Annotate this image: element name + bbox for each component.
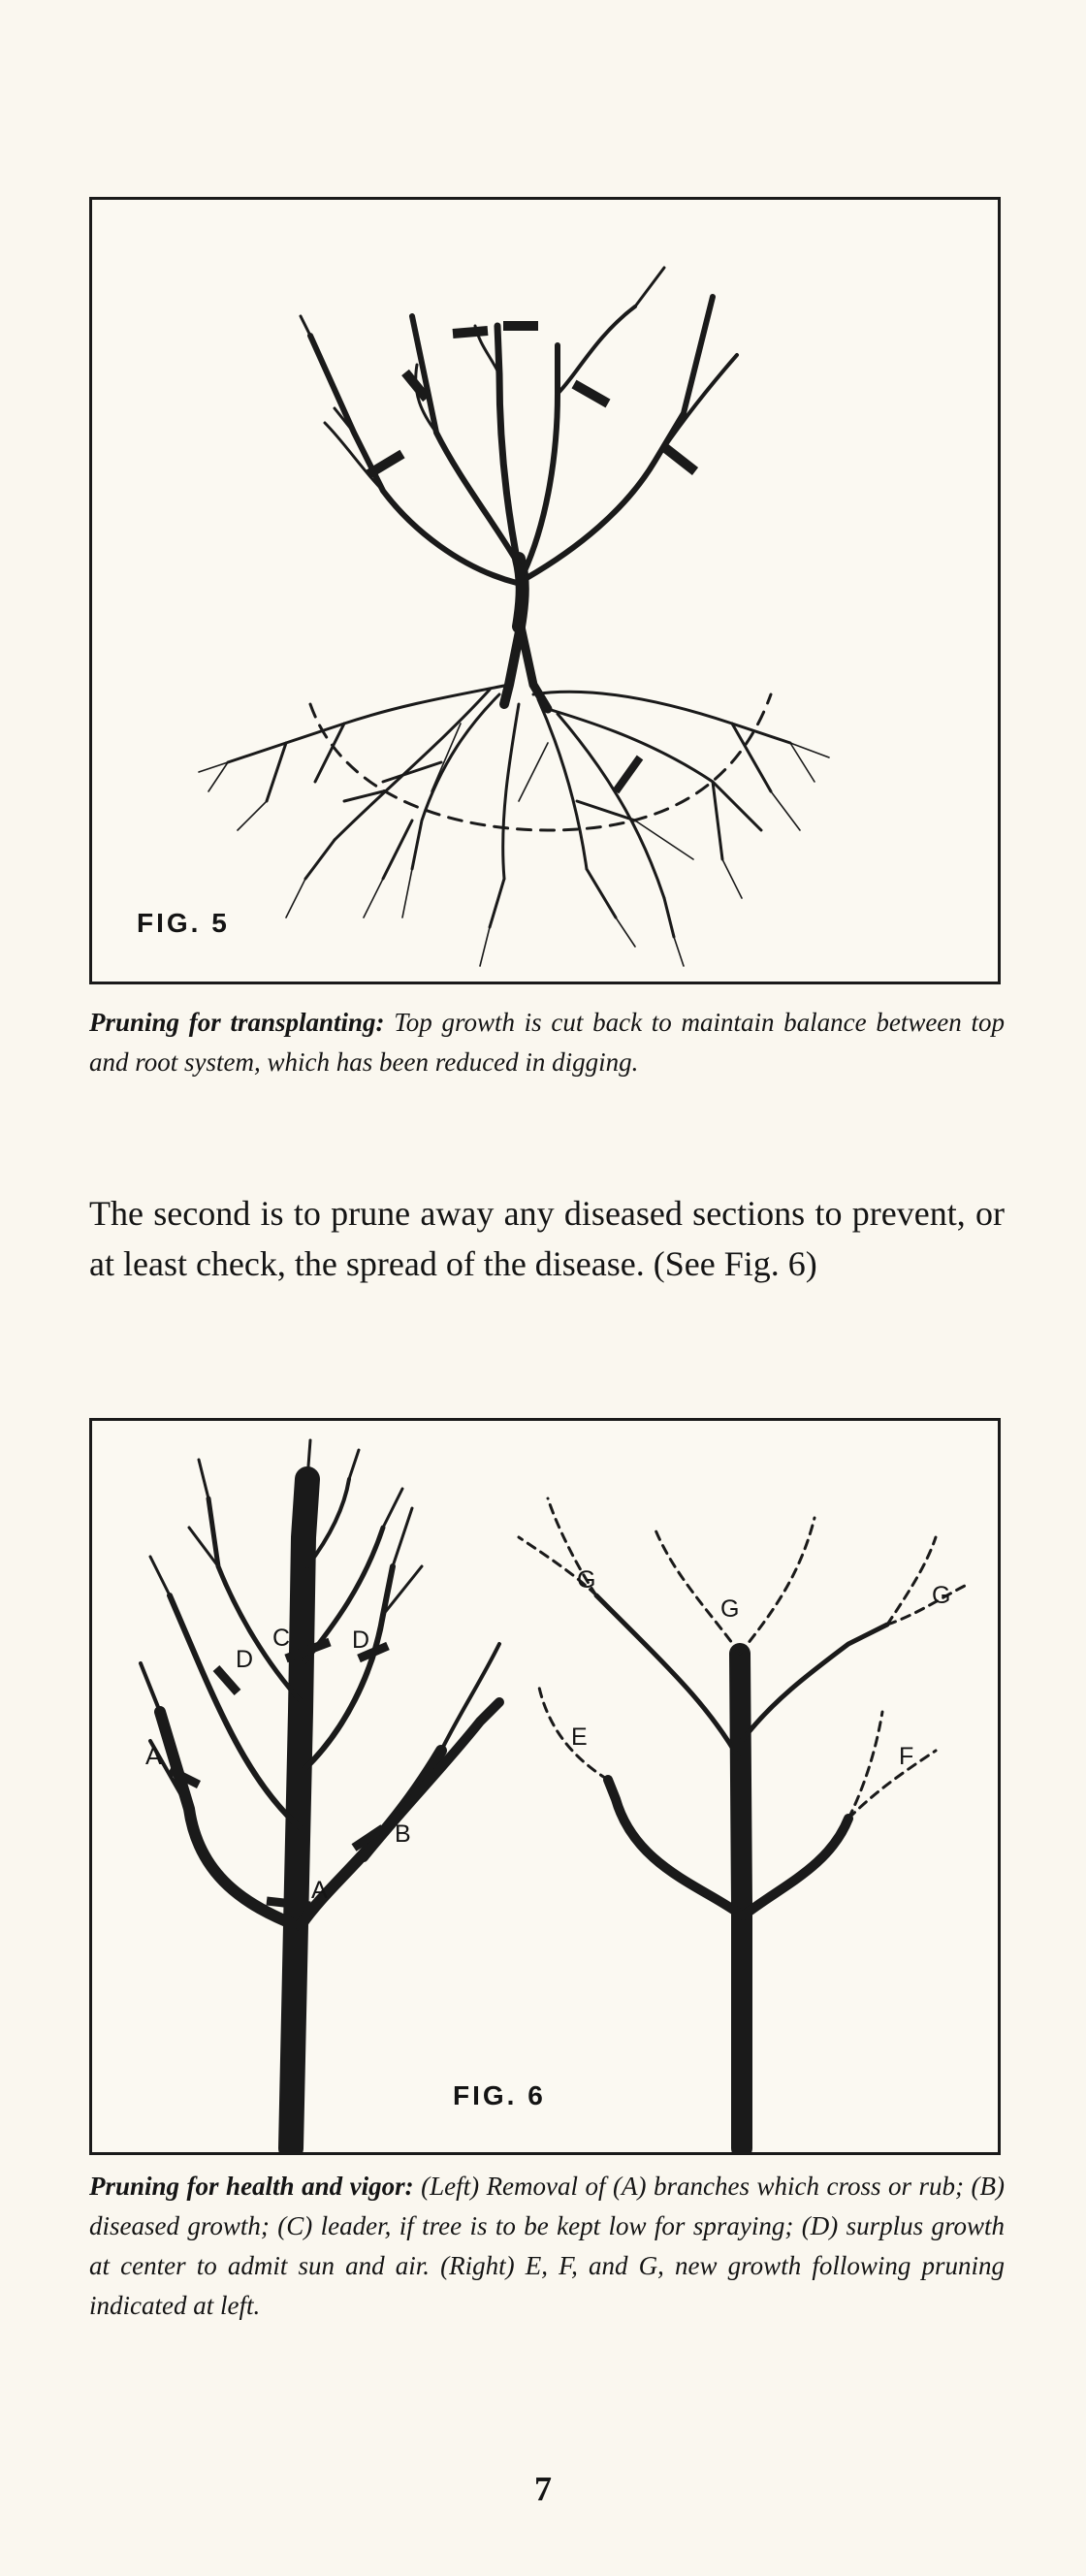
figure-5 <box>89 197 1001 984</box>
fig5-tree-illustration <box>92 200 998 982</box>
fig6-letter-a-center: A <box>311 1877 328 1904</box>
fig6-letter-a-left: A <box>145 1743 162 1770</box>
fig6-letter-g-center: G <box>720 1595 740 1623</box>
fig6-label: FIG. 6 <box>453 2080 546 2110</box>
fig6-letter-e: E <box>571 1723 588 1751</box>
page-number: 7 <box>534 2469 552 2508</box>
fig5-caption-text: Top growth is cut back to maintain balance between top and root system, which has been reduced in digging. <box>89 1008 1005 1077</box>
fig6-letter-d-right: D <box>352 1626 370 1654</box>
body-paragraph: The second is to prune away any diseased sections to prevent, or at least check, the spread of the disease. (See Fig. 6) <box>89 1194 1005 1283</box>
fig6-letter-c: C <box>272 1625 291 1652</box>
fig6-caption-text: (Left) Removal of (A) branches which cross or rub; (B) diseased growth; (C) leader, if tree is to be kept low for spraying; (D) surplus growth at center to admit sun and air. (Right) E, F, and G, new growth following pruning indicated at left. <box>89 2172 1005 2320</box>
fig6-letter-f: F <box>899 1743 914 1770</box>
fig6-letter-d-left: D <box>236 1646 254 1673</box>
figure-6 <box>89 1418 1001 2155</box>
fig6-letter-b: B <box>395 1820 411 1848</box>
fig5-caption <box>89 1003 1005 1082</box>
fig6-letter-g-left: G <box>577 1566 596 1594</box>
fig5-label: FIG. 5 <box>137 908 230 938</box>
fig6-tree-illustrations <box>92 1421 998 2152</box>
fig5-caption-lead: Pruning for transplanting: <box>89 1008 385 1037</box>
fig6-letter-g-right: G <box>932 1582 951 1609</box>
fig6-caption <box>89 2167 1005 2326</box>
fig6-caption-lead: Pruning for health and vigor: <box>89 2172 414 2201</box>
